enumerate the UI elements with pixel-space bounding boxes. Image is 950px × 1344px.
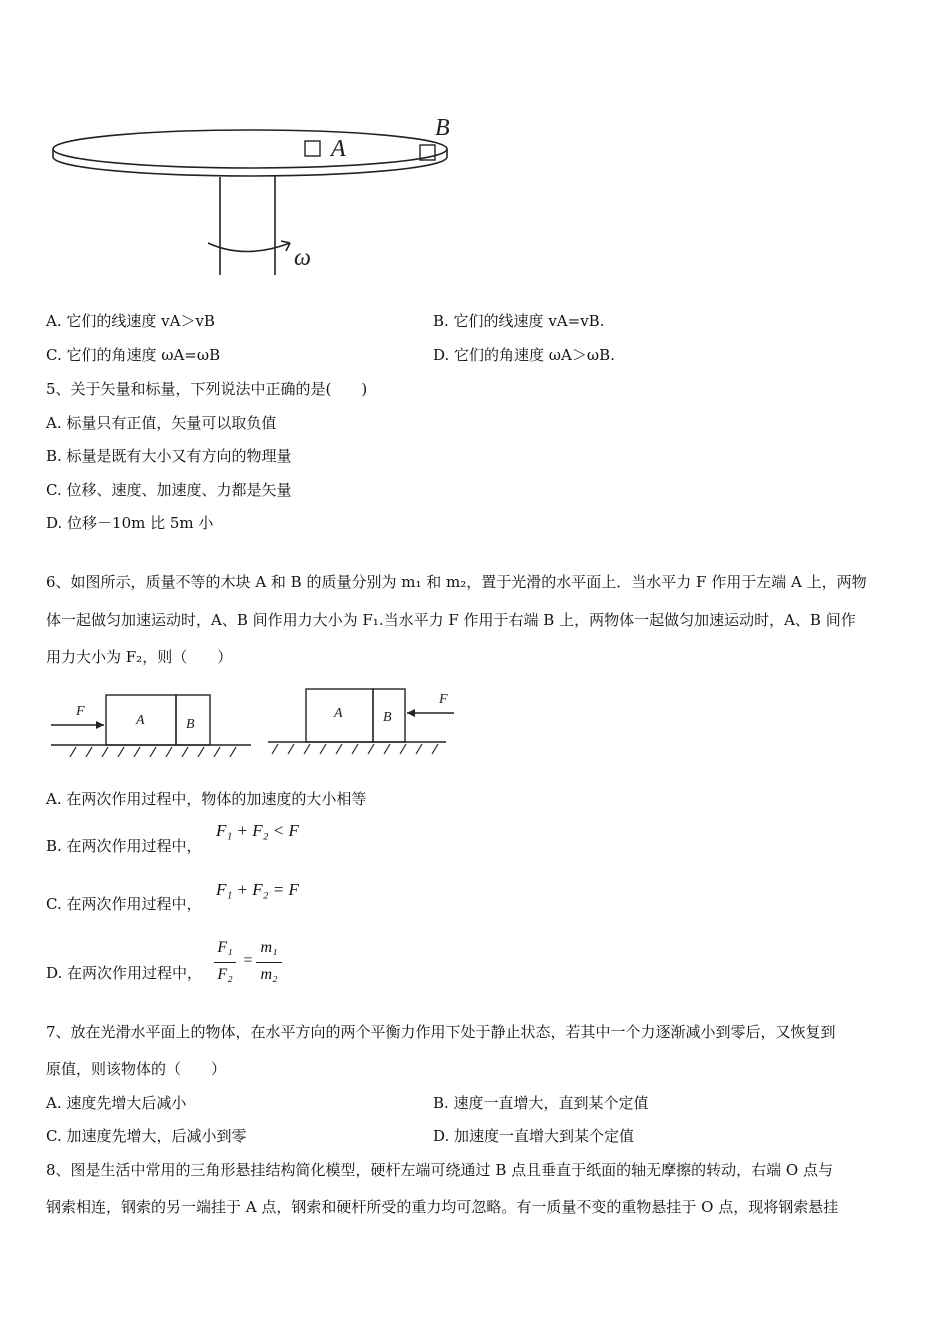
svg-text:A: A <box>334 706 343 721</box>
blocks-figure <box>46 685 466 765</box>
q6-option-b: B. 在两次作用过程中， <box>46 837 202 855</box>
q6-option-d: D. 在两次作用过程中， <box>46 964 203 982</box>
q8-stem-line2: 钢索相连，钢索的另一端挂于 A 点，钢索和硬杆所受的重力均可忽略。有一质量不变的重物悬挂于 O 点，现将钢索悬挂 <box>46 1198 839 1216</box>
q6-option-c: C. 在两次作用过程中， <box>46 895 202 913</box>
q7-stem-line2: 原值，则该物体的（ ） <box>46 1060 227 1078</box>
block-a-square <box>305 141 320 156</box>
svg-text:F: F <box>439 692 448 707</box>
frac-left-denominator: F₂ <box>217 966 233 983</box>
frac-equals: = <box>243 952 253 969</box>
svg-text:B: B <box>186 717 195 732</box>
label-omega: ω <box>294 245 311 271</box>
q5-option-b: B. 标量是既有大小又有方向的物理量 <box>46 447 292 465</box>
q4-option-c: C. 它们的角速度 ωA=ωB <box>46 346 221 364</box>
q8-stem-line1: 8、图是生活中常用的三角形悬挂结构简化模型，硬杆左端可绕通过 B 点且垂直于纸面的轴无摩擦的转动，右端 O 点与 <box>46 1161 833 1179</box>
q4-option-b: B. 它们的线速度 vA=vB. <box>433 312 605 330</box>
svg-text:F: F <box>76 704 85 719</box>
frac-left-bar <box>214 962 236 963</box>
q6-stem-line1: 6、如图所示，质量不等的木块 A 和 B 的质量分别为 m₁ 和 m₂，置于光滑的水平面上．当水平力 F 作用于左端 A 上，两物 <box>46 573 867 591</box>
frac-right-denominator: m₂ <box>260 966 278 983</box>
q4-option-d: D. 它们的角速度 ωA＞ωB. <box>433 346 615 364</box>
right-setup <box>268 689 454 754</box>
label-a: A <box>331 136 346 162</box>
q7-option-d: D. 加速度一直增大到某个定值 <box>433 1127 635 1145</box>
q6-option-a: A. 在两次作用过程中，物体的加速度的大小相等 <box>46 790 367 808</box>
rotating-disc-figure <box>40 110 480 285</box>
left-setup <box>51 695 251 757</box>
q7-option-a: A. 速度先增大后减小 <box>46 1094 187 1112</box>
q5-option-d: D. 位移－10m 比 5m 小 <box>46 514 214 532</box>
frac-left-numerator: F₁ <box>217 939 233 956</box>
q7-option-b: B. 速度一直增大，直到某个定值 <box>433 1094 649 1112</box>
q4-option-a: A. 它们的线速度 vA＞vB <box>46 312 215 330</box>
q7-option-c: C. 加速度先增大，后减小到零 <box>46 1127 247 1145</box>
svg-text:B: B <box>383 710 392 725</box>
q5-option-c: C. 位移、速度、加速度、力都是矢量 <box>46 481 292 499</box>
q5-option-a: A. 标量只有正值，矢量可以取负值 <box>46 414 277 432</box>
svg-text:A: A <box>136 713 145 728</box>
q6-option-b-formula: F₁ + F₂ < F <box>216 821 299 840</box>
frac-right-numerator: m₁ <box>260 939 278 956</box>
q5-stem: 5、关于矢量和标量，下列说法中正确的是( ) <box>46 380 368 398</box>
disc-top-ellipse <box>53 130 447 168</box>
q6-stem-line2: 体一起做匀加速运动时，A、B 间作用力大小为 F₁.当水平力 F 作用于右端 B 上，两物体一起做匀加速运动时，A、B 间作 <box>46 611 856 629</box>
q6-option-c-formula: F₁ + F₂ = F <box>216 880 299 899</box>
q7-stem-line1: 7、放在光滑水平面上的物体，在水平方向的两个平衡力作用下处于静止状态，若其中一个力逐渐减小到零后，又恢复到 <box>46 1023 836 1041</box>
q6-stem-line3: 用力大小为 F₂，则（ ） <box>46 648 233 666</box>
frac-right-bar <box>256 962 282 963</box>
label-b: B <box>435 115 450 141</box>
